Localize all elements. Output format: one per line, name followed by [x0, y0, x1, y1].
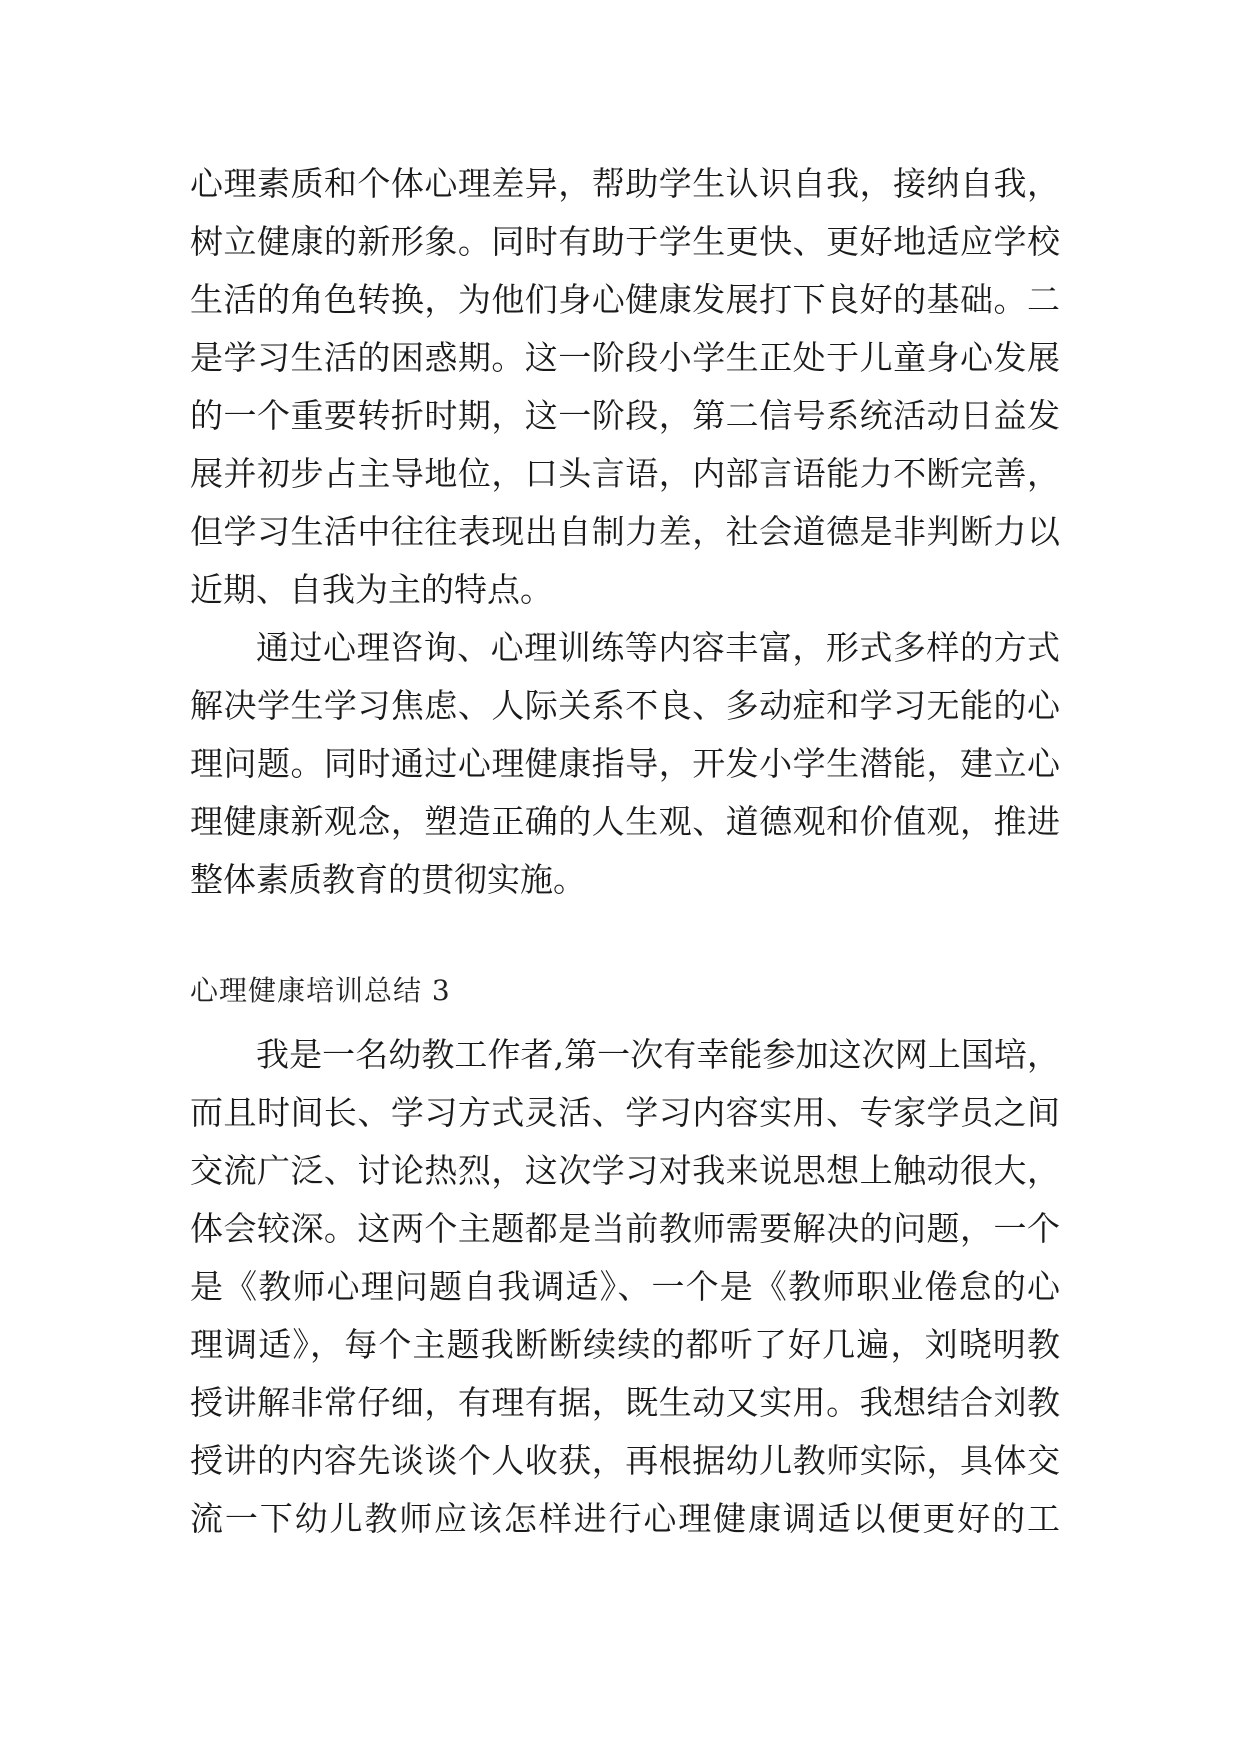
text-line: 理健康新观念，塑造正确的人生观、道德观和价值观，推进	[190, 802, 1060, 841]
text-line: 展并初步占主导地位，口头言语，内部言语能力不断完善，	[190, 454, 1060, 493]
text-line: 授讲解非常仔细，有理有据，既生动又实用。我想结合刘教	[190, 1383, 1060, 1422]
text-line: 整体素质教育的贯彻实施。	[190, 860, 586, 899]
text-line: 但学习生活中往往表现出自制力差，社会道德是非判断力以	[190, 512, 1060, 551]
text-line: 理问题。同时通过心理健康指导，开发小学生潜能，建立心	[190, 744, 1060, 783]
text-line: 流一下幼儿教师应该怎样进行心理健康调适以便更好的工	[190, 1499, 1060, 1538]
text-line: 树立健康的新形象。同时有助于学生更快、更好地适应学校	[190, 222, 1060, 261]
text-line: 的一个重要转折时期，这一阶段，第二信号系统活动日益发	[190, 396, 1060, 435]
text-line: 交流广泛、讨论热烈，这次学习对我来说思想上触动很大，	[190, 1151, 1060, 1190]
text-line: 心理素质和个体心理差异，帮助学生认识自我，接纳自我，	[190, 164, 1060, 203]
text-line: 是《教师心理问题自我调适》、一个是《教师职业倦怠的心	[190, 1267, 1060, 1306]
text-line: 授讲的内容先谈谈个人收获，再根据幼儿教师实际，具体交	[190, 1441, 1060, 1480]
section-heading: 心理健康培训总结 3	[190, 974, 451, 1007]
text-line: 通过心理咨询、心理训练等内容丰富，形式多样的方式	[256, 628, 1060, 667]
text-line: 理调适》，每个主题我断断续续的都听了好几遍，刘晓明教	[190, 1325, 1060, 1364]
text-line: 生活的角色转换，为他们身心健康发展打下良好的基础。二	[190, 280, 1060, 319]
text-line: 近期、自我为主的特点。	[190, 570, 553, 609]
text-line: 体会较深。这两个主题都是当前教师需要解决的问题，一个	[190, 1209, 1060, 1248]
text-line: 是学习生活的困惑期。这一阶段小学生正处于儿童身心发展	[190, 338, 1060, 377]
text-line: 而且时间长、学习方式灵活、学习内容实用、专家学员之间	[190, 1093, 1060, 1132]
text-line: 解决学生学习焦虑、人际关系不良、多动症和学习无能的心	[190, 686, 1060, 725]
text-line: 我是一名幼教工作者,第一次有幸能参加这次网上国培，	[256, 1035, 1060, 1074]
